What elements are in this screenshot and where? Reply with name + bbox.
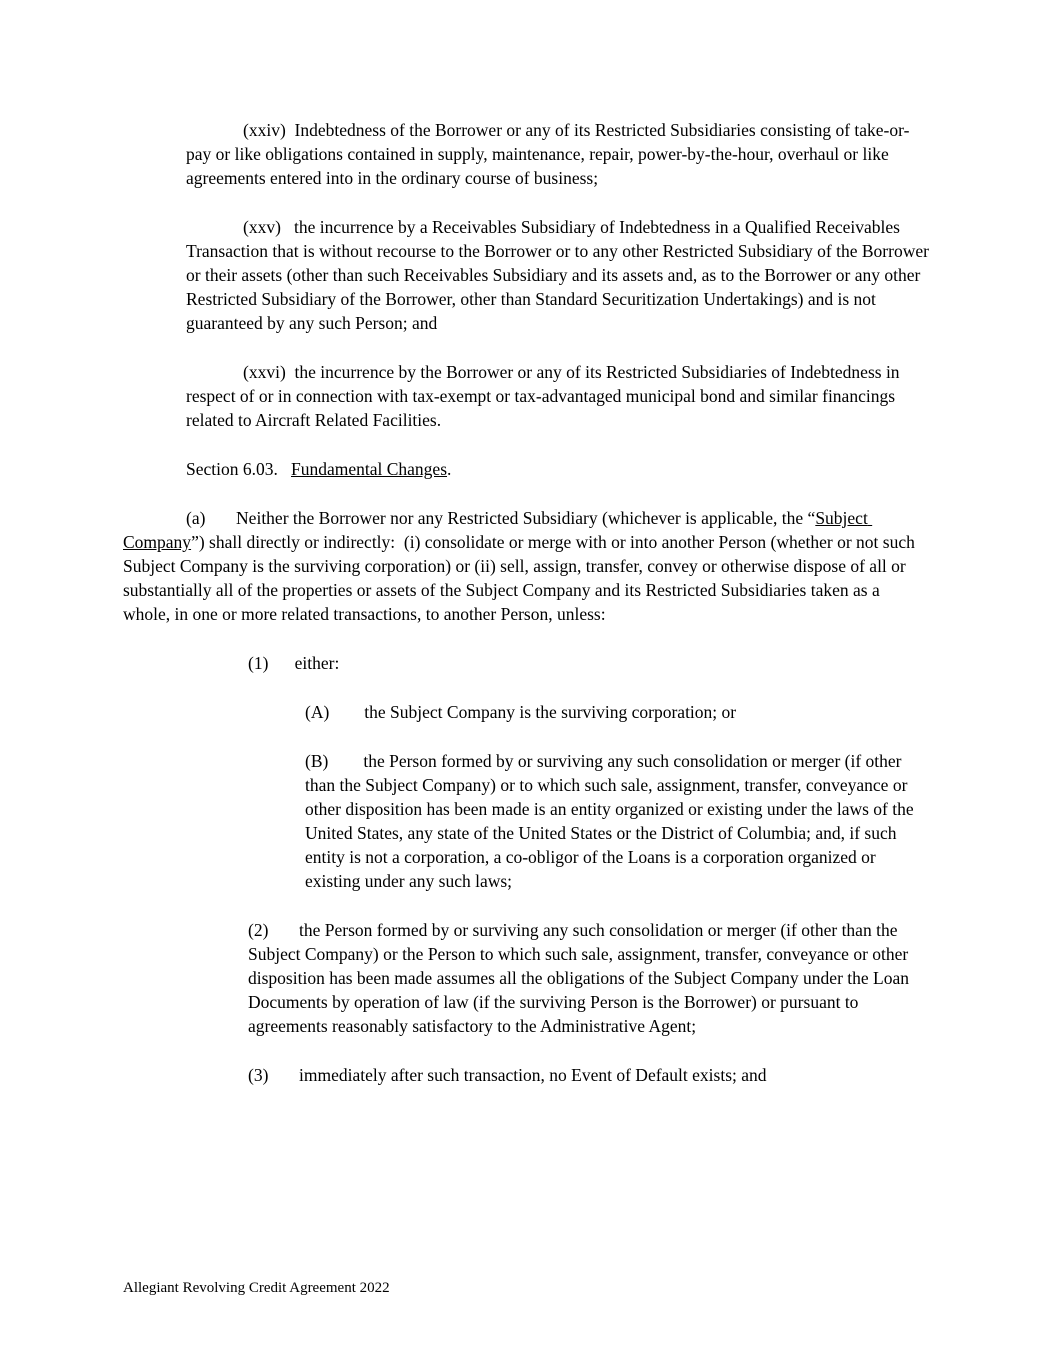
paragraph-a-text-end: ”) shall directly or indirectly: (i) consolidate or merge with or into another Person (whether or not such Subject Company is the surviving corporation) or (ii) sell, assign, transfer, convey or otherwise dispose of all or substantially all of the properties or assets of the Subject Company and its Restricted Subsidiaries taken as a whole, in one or more related transactions, to another Person, unless:	[123, 532, 920, 624]
item-3: (3) immediately after such transaction, no Event of Default exists; and	[248, 1065, 767, 1085]
section-heading-period: .	[447, 459, 452, 479]
item-1-B: (B) the Person formed by or surviving any such consolidation or merger (if other than the Subject Company) or to which such sale, assignment, transfer, conveyance or other disposition has been made is an entity organized or existing under the laws of the United States, any state of the United States or the District of Columbia; and, if such entity is not a corporation, a co-obligor of the Loans is a corporation organized or existing under any such laws;	[305, 751, 919, 891]
clause-xxv: (xxv) the incurrence by a Receivables Subsidiary of Indebtedness in a Qualified Receivables Transaction that is without recourse to the Borrower or to any other Restricted Subsidiary of the Borrower or their assets (other than such Receivables Subsidiary and its assets and, as to the Borrower or any other Restricted Subsidiary of the Borrower, other than Standard Securitization Undertakings) and is not guaranteed by any such Person; and	[186, 217, 934, 333]
paragraph-a	[123, 506, 930, 626]
section-heading	[123, 457, 930, 481]
defined-term-subject-company: Subject Company	[123, 508, 873, 552]
section-number: Section 6.03.	[186, 459, 291, 479]
item-1: (1) either:	[248, 653, 340, 673]
clause-xxvi: (xxvi) the incurrence by the Borrower or any of its Restricted Subsidiaries of Indebtedness in respect of or in connection with tax-exempt or tax-advantaged municipal bond and similar financings related to Aircraft Related Facilities.	[186, 362, 904, 430]
clause-xxiv: (xxiv) Indebtedness of the Borrower or any of its Restricted Subsidiaries consisting of take-or-pay or like obligations contained in supply, maintenance, repair, power-by-the-hour, overhaul or like agreements entered into in the ordinary course of business;	[186, 120, 910, 188]
page-footer: Allegiant Revolving Credit Agreement 2022	[123, 1280, 390, 1296]
section-title: Fundamental Changes	[291, 459, 448, 479]
paragraph-a-text-start: (a) Neither the Borrower nor any Restricted Subsidiary (whichever is applicable, the “	[186, 508, 816, 528]
item-1-A: (A) the Subject Company is the surviving corporation; or	[305, 702, 737, 722]
item-2: (2) the Person formed by or surviving any such consolidation or merger (if other than the Subject Company) or the Person to which such sale, assignment, transfer, conveyance or other disposition has been made assumes all the obligations of the Subject Company under the Loan Documents by operation of law (if the surviving Person is the Borrower) or pursuant to agreements reasonably satisfactory to the Administrative Agent;	[248, 920, 914, 1036]
